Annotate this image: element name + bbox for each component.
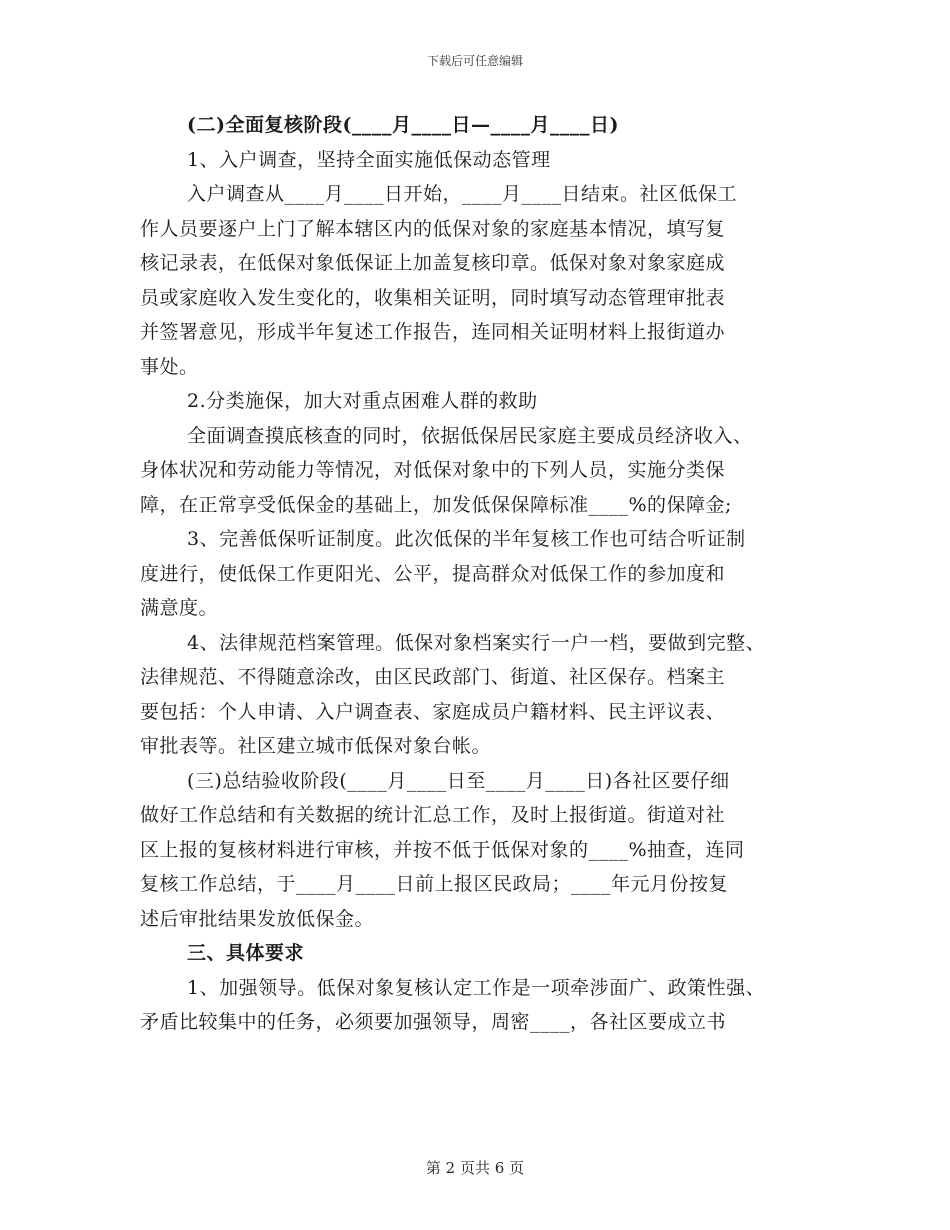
text-line: 审批表等。社区建立城市低保对象台帐。 [140,735,492,757]
text-line: 员或家庭收入发生变化的，收集相关证明，同时填写动态管理审批表 [140,286,726,309]
text-line: 作人员要逐户上门了解本辖区内的低保对象的家庭基本情况，填写复 [140,217,726,240]
text-line: 法律规范、不得随意涂改，由区民政部门、街道、社区保存。档案主 [140,666,726,688]
text-line: (三)总结验收阶段(____月____日至____月____日)各社区要仔细 [187,769,730,792]
section-heading: (二)全面复核阶段(____月____日—____月____日) [187,114,619,136]
text-line: 2.分类施保，加大对重点困难人群的救助 [187,390,538,412]
text-line: 1、入户调查，坚持全面实施低保动态管理 [187,148,551,171]
text-line: 事处。 [140,355,199,378]
text-line: 入户调查从____月____日开始，____月____日结束。社区低保工 [187,183,738,205]
text-line: 核记录表，在低保对象低保证上加盖复核印章。低保对象对象家庭成 [140,252,726,274]
text-line: 并签署意见，形成半年复述工作报告，连同相关证明材料上报街道办 [140,321,726,343]
text-line: 区上报的复核材料进行审核，并按不低于低保对象的____%抽查，连同 [140,838,745,861]
text-line: 要包括：个人申请、入户调查表、家庭成员户籍材料、民主评议表、 [140,700,726,723]
page-footer: 第 2 页共 6 页 [425,1159,525,1177]
text-line: 3、完善低保听证制度。此次低保的半年复核工作也可结合听证制 [187,528,746,550]
text-line: 述后审批结果发放低保金。 [140,907,375,930]
text-line: 全面调查摸底核查的同时，依据低保居民家庭主要成员经济收入、 [187,424,753,447]
text-line: 满意度。 [140,597,219,619]
text-line: 矛盾比较集中的任务，必须要加强领导，周密____，各社区要成立书 [140,1011,727,1033]
text-line: 度进行，使低保工作更阳光、公平，提高群众对低保工作的参加度和 [140,562,726,585]
text-line: 4、法律规范档案管理。低保对象档案实行一户一档，要做到完整、 [187,631,766,654]
text-line: 复核工作总结，于____月____日前上报区民政局；____年元月份按复 [140,873,729,895]
text-line: 障，在正常享受低保金的基础上，加发低保保障标准____%的保障金; [140,493,732,516]
section-heading: 三、具体要求 [187,942,305,964]
text-line: 做好工作总结和有关数据的统计汇总工作，及时上报街道。街道对社 [140,804,726,826]
text-line: 1、加强领导。低保对象复核认定工作是一项牵涉面广、政策性强、 [187,976,766,999]
text-line: 身体状况和劳动能力等情况，对低保对象中的下列人员，实施分类保 [140,459,726,481]
document-body [140,108,840,1040]
page-header: 下载后可任意编辑 [426,54,523,68]
